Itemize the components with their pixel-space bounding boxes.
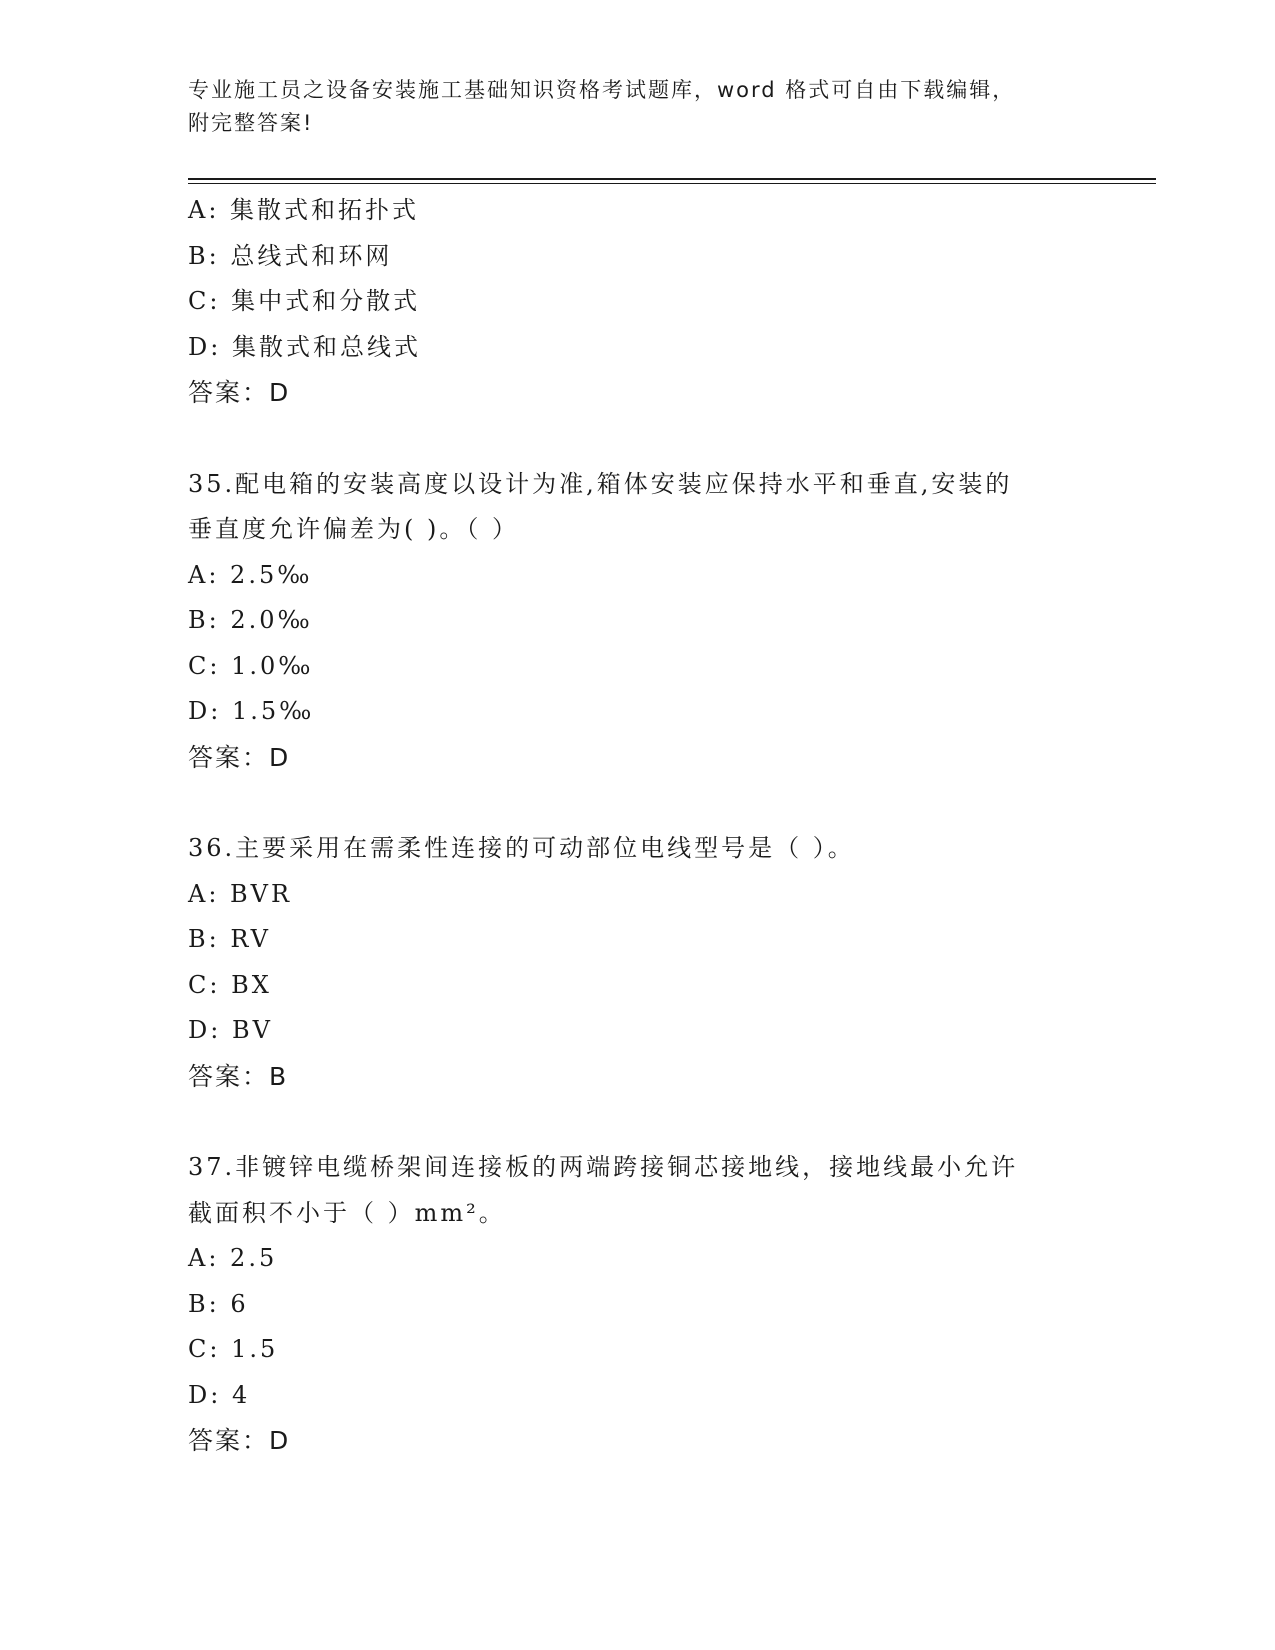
answer-line: 答案：D: [188, 1426, 291, 1455]
question-text-line: 37.非镀锌电缆桥架间连接板的两端跨接铜芯接地线，接地线最小允许: [188, 1153, 1019, 1181]
spacer: [188, 416, 1088, 462]
option-b: B: 2.0‰: [188, 606, 313, 634]
option-d: D: 1.5‰: [188, 697, 315, 725]
document-header: [188, 74, 1068, 140]
option-c: C: 1.0‰: [188, 651, 314, 680]
header-line-1: 专业施工员之设备安装施工基础知识资格考试题库，word 格式可自由下载编辑，: [188, 78, 1016, 102]
question-block-37: [188, 1145, 1088, 1464]
option-a: A: 2.5: [188, 1244, 278, 1272]
option-d: D: 4: [188, 1380, 251, 1409]
header-line-2: 附完整答案!: [188, 111, 314, 135]
header-divider-thin: [188, 183, 1156, 184]
option-a: A: BVR: [188, 879, 293, 908]
question-text-line: 35.配电箱的安装高度以设计为准,箱体安装应保持水平和垂直,安装的: [188, 469, 1013, 498]
option-b: B: 总线式和环网: [188, 241, 393, 270]
header-divider: [188, 178, 1156, 180]
spacer: [188, 780, 1088, 826]
question-block-36: [188, 826, 1088, 1099]
option-b: B: 6: [188, 1289, 249, 1318]
option-c: C: 1.5: [188, 1335, 279, 1363]
question-text-line: 垂直度允许偏差为( )。（ ）: [188, 515, 519, 543]
question-list: [188, 188, 1088, 1464]
question-text-line: 36.主要采用在需柔性连接的可动部位电线型号是（ ）。: [188, 834, 855, 862]
question-text-line: 截面积不小于（ ）mm²。: [188, 1198, 506, 1227]
answer-line: 答案：B: [188, 1061, 289, 1091]
option-d: D: BV: [188, 1016, 273, 1044]
option-d: D: 集散式和总线式: [188, 332, 421, 361]
option-c: C: 集中式和分散式: [188, 287, 421, 315]
option-a: A: 集散式和拓扑式: [188, 196, 420, 224]
answer-line: 答案：D: [188, 742, 291, 772]
spacer: [188, 1099, 1088, 1145]
option-c: C: BX: [188, 970, 272, 999]
question-block-34: [188, 188, 1088, 416]
answer-line: 答案：D: [188, 378, 291, 407]
question-block-35: [188, 462, 1088, 781]
option-b: B: RV: [188, 925, 271, 953]
option-a: A: 2.5‰: [188, 560, 313, 589]
